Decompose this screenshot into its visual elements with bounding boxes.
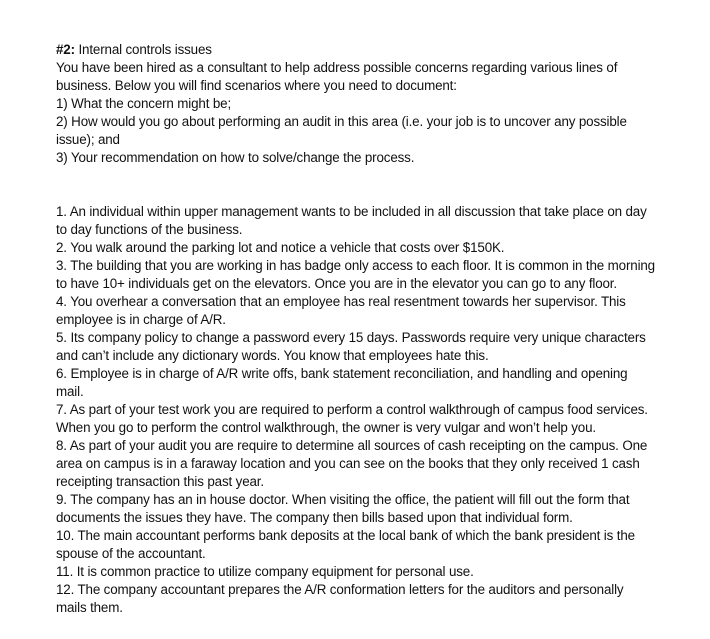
scenario-line: 7. As part of your test work you are required to perform a control walkthrough of campus food services. <box>56 402 648 417</box>
intro-line: You have been hired as a consultant to help address possible concerns regarding various lines of <box>56 60 618 75</box>
section-heading <box>56 41 696 59</box>
scenario-line: 4. You overhear a conversation that an employee has real resentment towards her supervisor. This <box>56 294 626 309</box>
scenario-line: mail. <box>56 384 84 399</box>
scenario-line: documents the issues they have. The company then bills based upon that individual form. <box>56 510 573 525</box>
scenario-line: 1. An individual within upper management wants to be included in all discussion that take place on day <box>56 204 647 219</box>
scenario-line: 2. You walk around the parking lot and notice a vehicle that costs over $150K. <box>56 240 505 255</box>
intro-line: business. Below you will find scenarios where you need to document: <box>56 78 457 93</box>
section-number: #2: <box>56 42 75 57</box>
scenario-line: When you go to perform the control walkthrough, the owner is very vulgar and won’t help you. <box>56 420 596 435</box>
scenario-line: 8. As part of your audit you are require to determine all sources of cash receipting on the campus. One <box>56 438 648 453</box>
scenario-line: mails them. <box>56 600 123 615</box>
scenario-line: 9. The company has an in house doctor. When visiting the office, the patient will fill out the form that <box>56 492 630 507</box>
scenario-line: 5. Its company policy to change a password every 15 days. Passwords require very unique characters <box>56 330 646 345</box>
section-title: Internal controls issues <box>74 42 212 57</box>
scenario-line: receipting transaction this past year. <box>56 474 264 489</box>
scenario-line: spouse of the accountant. <box>56 546 206 561</box>
scenario-line: to have 10+ individuals get on the elevators. Once you are in the elevator you can go to any floor. <box>56 276 617 291</box>
intro-line: 2) How would you go about performing an audit in this area (i.e. your job is to uncover any possible <box>56 114 627 129</box>
scenario-line: 6. Employee is in charge of A/R write offs, bank statement reconciliation, and handling and opening <box>56 366 628 381</box>
scenario-line: to day functions of the business. <box>56 222 243 237</box>
scenario-line: 11. It is common practice to utilize company equipment for personal use. <box>56 564 474 579</box>
document-body <box>56 41 696 617</box>
scenario-line: 3. The building that you are working in has badge only access to each floor. It is common in the morning <box>56 258 655 273</box>
scenario-line: and can’t include any dictionary words. You know that employees hate this. <box>56 348 489 363</box>
scenario-line: 12. The company accountant prepares the A/R conformation letters for the auditors and personally <box>56 582 624 597</box>
blank-space <box>56 167 696 203</box>
scenario-line: 10. The main accountant performs bank deposits at the local bank of which the bank president is the <box>56 528 635 543</box>
scenario-line: area on campus is in a faraway location and you can see on the books that they only received 1 cash <box>56 456 640 471</box>
intro-line: 1) What the concern might be; <box>56 96 232 111</box>
intro-line: issue); and <box>56 132 120 147</box>
scenario-line: employee is in charge of A/R. <box>56 312 226 327</box>
intro-line: 3) Your recommendation on how to solve/change the process. <box>56 150 415 165</box>
